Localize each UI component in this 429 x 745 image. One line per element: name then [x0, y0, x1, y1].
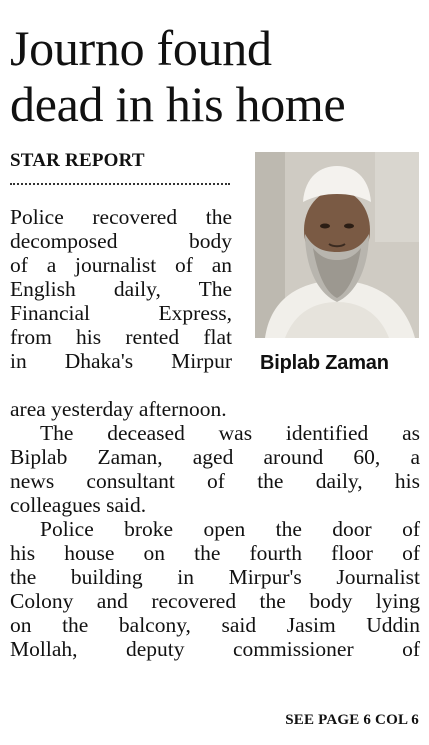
paragraph-1-line: Police recovered the [10, 205, 232, 229]
paragraph-3-line: his house on the fourth floor of [10, 541, 420, 565]
article-body [10, 397, 420, 661]
paragraph-2-line: colleagues said. [10, 493, 147, 517]
paragraph-1-line: decomposed body [10, 229, 232, 253]
headline-line-2: dead in his home [10, 76, 346, 132]
paragraph-3-line: on the balcony, said Jasim Uddin [10, 613, 420, 637]
paragraph-3-line: Colony and recovered the body lying [10, 589, 420, 613]
paragraph-2-line: The deceased was identified as [40, 421, 420, 445]
byline: STAR REPORT [10, 150, 145, 171]
portrait-photo [255, 152, 419, 338]
headline [10, 20, 420, 132]
continuation-link[interactable]: SEE PAGE 6 COL 6 [285, 712, 419, 728]
paragraph-3-line: Mollah, deputy commissioner of [10, 637, 420, 661]
paragraph-1-line: area yesterday afternoon. [10, 397, 227, 421]
photo-caption: Biplab Zaman [260, 352, 389, 374]
paragraph-2-line: Biplab Zaman, aged around 60, a [10, 445, 420, 469]
paragraph-2-line: news consultant of the daily, his [10, 469, 420, 493]
byline-divider [10, 183, 230, 185]
paragraph-3-line: Police broke open the door of [40, 517, 420, 541]
paragraph-1-line: from his rented flat [10, 325, 232, 349]
portrait-illustration [255, 152, 419, 338]
paragraph-1-line: Financial Express, [10, 301, 232, 325]
headline-line-1: Journo found [10, 20, 272, 76]
paragraph-3-line: the building in Mirpur's Journalist [10, 565, 420, 589]
paragraph-1 [10, 205, 232, 373]
paragraph-1-line: in Dhaka's Mirpur [10, 349, 232, 373]
paragraph-1-line: English daily, The [10, 277, 232, 301]
paragraph-1-line: of a journalist of an [10, 253, 232, 277]
